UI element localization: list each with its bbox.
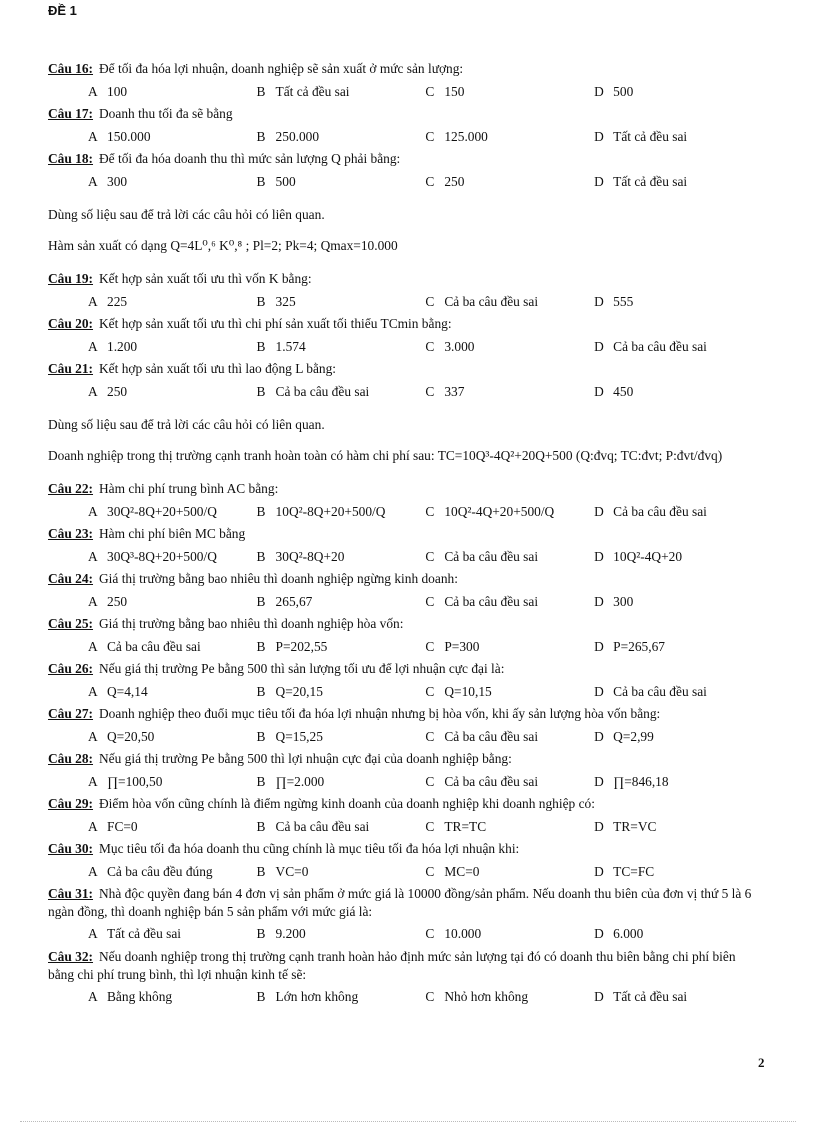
option-a[interactable] [48,771,257,794]
option-c[interactable] [425,501,594,524]
option-text: 500 [613,83,634,99]
option-letter: C [425,173,435,189]
option-c[interactable] [425,126,594,149]
question-number: Câu 20: [48,316,94,331]
option-letter: D [594,988,604,1004]
question-text: Kết hợp sản xuất tối ưu thì vốn K bằng: [99,271,312,286]
option-text: Cả ba câu đều sai [613,683,707,699]
option-text: TR=VC [613,818,657,834]
option-letter: C [425,548,435,564]
option-letter: C [425,863,435,879]
option-text: 150.000 [107,128,151,144]
option-d[interactable] [594,291,763,314]
option-d[interactable] [594,381,763,404]
question-item [48,268,763,313]
question-number: Câu 16: [48,61,94,76]
question-text: Nếu doanh nghiệp trong thị trường cạnh tranh hoàn hảo định mức sản lượng tại đó có doanh thu biên bằng chi phí biên bằng chi phí trung bình, thì lợi nhuận kinh tế sẽ: [48,948,736,982]
option-d[interactable] [594,816,763,839]
option-text: 555 [613,293,634,309]
option-text: 300 [613,593,634,609]
option-letter: C [425,593,435,609]
option-text: Cả ba câu đều sai [275,383,370,399]
option-letter: A [88,728,98,744]
option-a[interactable] [48,591,257,614]
option-letter: B [256,503,266,519]
option-text: Cả ba câu đều sai [444,548,539,564]
option-letter: D [594,383,604,399]
instruction-text: Dùng số liệu sau để trả lời các câu hỏi có liên quan. [48,207,325,222]
option-b[interactable] [257,291,426,314]
option-letter: D [594,338,604,354]
option-text: 3.000 [444,338,475,354]
question-list [48,58,763,1008]
option-d[interactable] [594,636,763,659]
option-text: 265,67 [275,593,313,609]
option-text: Q=2,99 [613,728,654,744]
option-letter: B [256,683,266,699]
question-item [48,148,763,193]
option-text: Lớn hơn không [275,988,359,1004]
option-text: 10.000 [444,926,482,941]
option-letter: A [88,988,98,1004]
question-text: Để tối đa hóa doanh thu thì mức sản lượng Q phải bằng: [99,151,401,166]
option-text: TR=TC [444,818,487,834]
option-letter: C [425,83,435,99]
option-letter: A [88,926,98,941]
option-text: 9.200 [275,926,306,941]
option-letter: B [256,593,266,609]
question-number: Câu 25: [48,616,94,631]
option-a[interactable] [48,501,257,524]
option-letter: D [594,863,604,879]
option-b[interactable] [257,986,426,1009]
option-letter: B [256,638,266,654]
option-text: Cả ba câu đều sai [444,593,539,609]
option-b[interactable] [257,501,426,524]
option-text: 10Q²-8Q+20+500/Q [275,503,386,519]
option-b[interactable] [257,126,426,149]
option-text: Nhỏ hơn không [444,988,529,1004]
option-c[interactable] [425,336,594,359]
option-text: Bằng không [107,988,173,1004]
option-c[interactable] [425,636,594,659]
question-number: Câu 19: [48,271,94,286]
option-b[interactable] [257,636,426,659]
option-letter: A [88,863,98,879]
question-item [48,613,763,658]
question-item [48,478,763,523]
option-c[interactable] [425,816,594,839]
option-a[interactable] [48,81,257,104]
question-text: Doanh thu tối đa sẽ bằng [99,106,233,121]
option-c[interactable] [425,681,594,704]
option-letter: C [425,383,435,399]
option-letter: A [88,173,98,189]
option-b[interactable] [257,591,426,614]
option-letter: B [256,926,266,941]
option-text: 100 [107,83,128,99]
question-number: Câu 28: [48,751,94,766]
option-c[interactable] [425,771,594,794]
option-text: 6.000 [613,926,644,941]
option-text: 450 [613,383,634,399]
option-d[interactable] [594,861,763,884]
question-number: Câu 24: [48,571,94,586]
option-text: 250 [107,383,128,399]
question-number: Câu 21: [48,361,94,376]
option-letter: B [256,728,266,744]
option-text: 150 [444,83,465,99]
instruction-text: Dùng số liệu sau để trả lời các câu hỏi có liên quan. [48,417,325,432]
option-letter: A [88,128,98,144]
question-text: Để tối đa hóa lợi nhuận, doanh nghiệp sẽ sản xuất ở mức sản lượng: [99,61,464,76]
question-item [48,883,763,946]
option-d[interactable] [594,726,763,749]
question-item [48,103,763,148]
question-number: Câu 26: [48,661,94,676]
option-letter: B [256,128,266,144]
option-letter: B [256,548,266,564]
option-letter: C [425,293,435,309]
question-text: Điểm hòa vốn cũng chính là điểm ngừng kinh doanh của doanh nghiệp khi doanh nghiệp có: [99,796,595,811]
question-number: Câu 18: [48,151,94,166]
option-letter: D [594,293,604,309]
option-d[interactable] [594,681,763,704]
page-number: 2 [758,1055,765,1070]
option-letter: A [88,383,98,399]
option-b[interactable] [257,923,426,946]
question-number: Câu 27: [48,706,94,721]
option-text: 250.000 [275,128,320,144]
option-text: ∏=846,18 [613,773,669,789]
option-a[interactable] [48,126,257,149]
production-function-text: Hàm sản xuất có dạng Q=4L⁰,⁶ K⁰,⁸ ; Pl=2; Pk=4; Qmax=10.000 [48,238,398,253]
option-text: P=265,67 [613,638,665,654]
option-letter: C [425,773,435,789]
question-text: Mục tiêu tối đa hóa doanh thu cũng chính là mục tiêu tối đa hóa lợi nhuận khi: [99,841,520,856]
option-text: ∏=2.000 [275,773,325,789]
option-text: Cả ba câu đều đúng [107,863,213,879]
question-item [48,658,763,703]
question-item [48,568,763,613]
option-text: 10Q²-4Q+20 [613,548,683,564]
option-text: 30Q³-8Q+20+500/Q [107,548,217,564]
question-text: Hàm chi phí biên MC bằng [99,526,246,541]
option-text: 250 [107,593,128,609]
option-c[interactable] [425,986,594,1009]
question-item [48,748,763,793]
exam-title: ĐỀ 1 [48,3,77,18]
question-item [48,838,763,883]
question-number: Câu 32: [48,948,94,964]
option-letter: C [425,503,435,519]
option-letter: D [594,818,604,834]
question-text: Hàm chi phí trung bình AC bằng: [99,481,279,496]
option-a[interactable] [48,546,257,569]
option-letter: A [88,503,98,519]
option-a[interactable] [48,861,257,884]
option-text: TC=FC [613,863,655,879]
question-number: Câu 31: [48,886,94,901]
option-letter: D [594,926,604,941]
option-letter: D [594,593,604,609]
option-a[interactable] [48,681,257,704]
option-d[interactable] [594,591,763,614]
option-text: Tất cả đều sai [613,173,688,189]
option-d[interactable] [594,501,763,524]
question-number: Câu 17: [48,106,94,121]
option-text: Tất cả đều sai [613,988,688,1004]
option-b[interactable] [257,816,426,839]
option-c[interactable] [425,291,594,314]
option-letter: A [88,683,98,699]
option-text: MC=0 [444,863,480,879]
option-text: Cả ba câu đều sai [444,773,539,789]
option-text: 1.574 [275,338,306,354]
option-text: P=300 [444,638,480,654]
option-text: Cả ba câu đều sai [613,503,707,519]
option-text: Q=20,15 [275,683,323,699]
option-text: 325 [275,293,296,309]
option-text: Cả ba câu đều sai [107,638,201,654]
option-b[interactable] [257,171,426,194]
option-c[interactable] [425,381,594,404]
option-c[interactable] [425,726,594,749]
option-letter: C [425,638,435,654]
option-letter: C [425,683,435,699]
option-letter: B [256,818,266,834]
question-item [48,58,763,103]
option-a[interactable] [48,816,257,839]
question-number: Câu 29: [48,796,94,811]
option-letter: A [88,338,98,354]
option-letter: A [88,83,98,99]
option-c[interactable] [425,923,594,946]
option-d[interactable] [594,771,763,794]
option-text: 30Q²-8Q+20 [275,548,345,564]
question-text: Nếu giá thị trường Pe bằng 500 thì sản lượng tối ưu để lợi nhuận cực đại là: [99,661,505,676]
question-text: Giá thị trường bằng bao nhiêu thì doanh nghiệp ngừng kinh doanh: [99,571,458,586]
option-b[interactable] [257,546,426,569]
option-c[interactable] [425,591,594,614]
question-item [48,703,763,748]
option-letter: D [594,173,604,189]
option-b[interactable] [257,681,426,704]
option-letter: A [88,293,98,309]
option-letter: B [256,338,266,354]
option-d[interactable] [594,546,763,569]
cost-function-text: Doanh nghiệp trong thị trường cạnh tranh hoàn toàn có hàm chi phí sau: TC=10Q³-4Q²+20Q+500 (Q:đvq; TC:đvt; P:đvt/đvq) [48,448,723,463]
option-letter: D [594,683,604,699]
option-letter: A [88,818,98,834]
option-letter: A [88,548,98,564]
option-letter: D [594,638,604,654]
option-letter: D [594,128,604,144]
option-letter: C [425,728,435,744]
option-d[interactable] [594,81,763,104]
option-letter: C [425,128,435,144]
option-d[interactable] [594,986,763,1009]
option-text: 10Q²-4Q+20+500/Q [444,503,555,519]
option-letter: B [256,863,266,879]
option-a[interactable] [48,636,257,659]
question-text: Kết hợp sản xuất tối ưu thì lao động L bằng: [99,361,336,376]
option-c[interactable] [425,81,594,104]
option-letter: A [88,638,98,654]
question-text: Kết hợp sản xuất tối ưu thì chi phí sản xuất tối thiểu TCmin bằng: [99,316,452,331]
option-b[interactable] [257,381,426,404]
option-b[interactable] [257,336,426,359]
option-letter: C [425,818,435,834]
option-text: 1.200 [107,338,138,354]
option-text: 125.000 [444,128,488,144]
option-c[interactable] [425,171,594,194]
option-letter: D [594,83,604,99]
option-letter: A [88,773,98,789]
option-text: ∏=100,50 [107,773,163,789]
option-b[interactable] [257,861,426,884]
option-letter: B [256,293,266,309]
option-text: Cả ba câu đều sai [275,818,370,834]
option-d[interactable] [594,923,763,946]
option-d[interactable] [594,126,763,149]
option-letter: D [594,503,604,519]
option-letter: B [256,173,266,189]
option-text: VC=0 [275,863,309,879]
option-text: Tất cả đều sai [275,83,350,99]
option-c[interactable] [425,546,594,569]
option-b[interactable] [257,726,426,749]
question-item [48,313,763,358]
option-text: 250 [444,173,465,189]
option-text: Q=10,15 [444,683,492,699]
question-text: Giá thị trường bằng bao nhiêu thì doanh nghiệp hòa vốn: [99,616,404,631]
option-a[interactable] [48,171,257,194]
option-a[interactable] [48,986,257,1009]
option-text: Tất cả đều sai [613,128,688,144]
option-letter: B [256,383,266,399]
option-text: Q=4,14 [107,683,148,699]
option-letter: B [256,773,266,789]
option-b[interactable] [257,81,426,104]
question-item [48,358,763,403]
option-text: Q=20,50 [107,728,155,744]
option-a[interactable] [48,381,257,404]
question-text: Nhà độc quyền đang bán 4 đơn vị sản phẩm ở mức giá là 10000 đồng/sản phẩm. Nếu doanh thu biên của đơn vị thứ 5 là 6 ngàn đồng, thì doanh nghiệp bán 5 sản phẩm với mức giá là: [48,886,752,919]
option-letter: D [594,548,604,564]
option-b[interactable] [257,771,426,794]
question-text: Nếu giá thị trường Pe bằng 500 thì lợi nhuận cực đại của doanh nghiệp bằng: [99,751,512,766]
option-text: Q=15,25 [275,728,323,744]
option-text: Cả ba câu đều sai [444,728,539,744]
option-c[interactable] [425,861,594,884]
option-a[interactable] [48,726,257,749]
question-number: Câu 30: [48,841,94,856]
question-number: Câu 23: [48,526,94,541]
option-text: 337 [444,383,465,399]
option-letter: D [594,773,604,789]
option-text: 225 [107,293,128,309]
option-a[interactable] [48,923,257,946]
option-letter: A [88,593,98,609]
question-item [48,523,763,568]
option-letter: C [425,988,435,1004]
option-d[interactable] [594,171,763,194]
option-text: Cả ba câu đều sai [444,293,539,309]
option-letter: C [425,926,435,941]
option-text: FC=0 [107,818,138,834]
option-text: 500 [275,173,296,189]
option-text: Tất cả đều sai [107,926,181,941]
option-a[interactable] [48,336,257,359]
question-number: Câu 22: [48,481,94,496]
option-text: P=202,55 [275,638,328,654]
question-item [48,946,763,1009]
question-text: Doanh nghiệp theo đuổi mục tiêu tối đa hóa lợi nhuận nhưng bị hòa vốn, khi ấy sản lượng hòa vốn bằng: [99,706,661,721]
option-text: 300 [107,173,128,189]
footer-divider [20,1121,796,1122]
option-letter: D [594,728,604,744]
option-text: Cả ba câu đều sai [613,338,707,354]
option-a[interactable] [48,291,257,314]
option-letter: C [425,338,435,354]
option-d[interactable] [594,336,763,359]
option-text: 30Q²-8Q+20+500/Q [107,503,217,519]
question-item [48,793,763,838]
option-letter: B [256,988,266,1004]
option-letter: B [256,83,266,99]
